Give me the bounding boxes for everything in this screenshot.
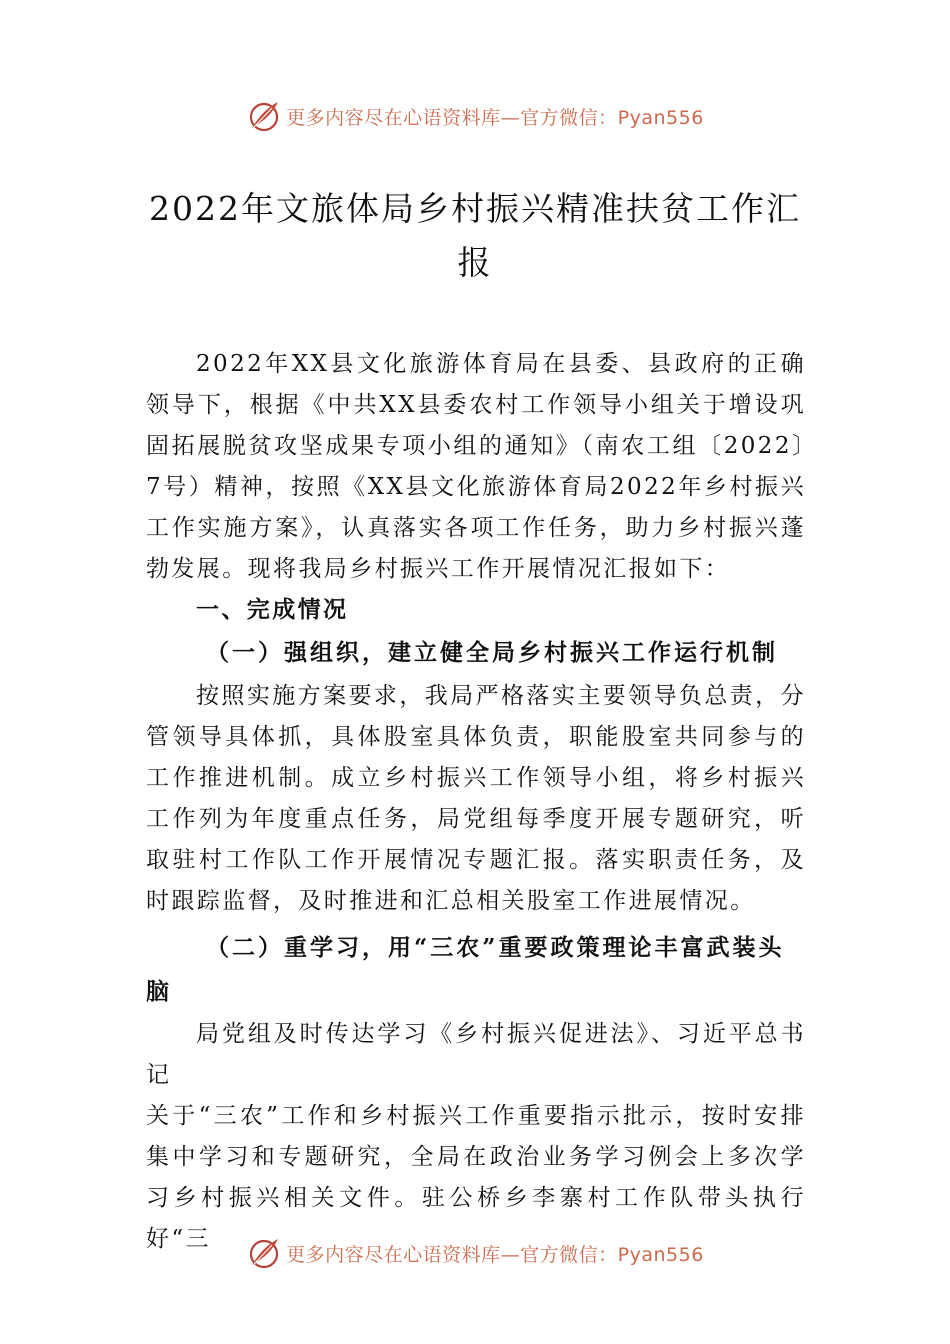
intro-paragraph: 2022年XX县文化旅游体育局在县委、县政府的正确领导下，根据《中共XX县委农村工作领导小组关于增设巩固拓展脱贫攻坚成果专项小组的通知》（南农工组〔2022〕7号）精神，按照《XX县文化旅游体育局2022年乡村振兴工作实施方案》，认真落实各项工作任务，助力乡村振兴蓬勃发展。现将我局乡村振兴工作开展情况汇报如下： xyxy=(146,351,806,582)
subsection-paragraph: 按照实施方案要求，我局严格落实主要领导负总责，分管领导具体抓，具体股室具体负责，职能股室共同参与的工作推进机制。成立乡村振兴工作领导小组，将乡村振兴工作列为年度重点任务，局党组每季度开展专题研究，听取驻村工作队工作开展情况专题汇报。落实职责任务，及时跟踪监督，及时推进和汇总相关股室工作进展情况。 xyxy=(146,683,806,914)
subsection-heading-2: （二）重学习，用“三农”重要政策理论丰富武装头 xyxy=(206,934,785,961)
banner-text xyxy=(286,1240,704,1267)
feather-pen-circle-icon xyxy=(246,98,282,134)
subsection-paragraph-2-line1: 局党组及时传达学习《乡村振兴促进法》、习近平总书记 xyxy=(146,1021,806,1088)
subsection-heading: （一）强组织，建立健全局乡村振兴工作运行机制 xyxy=(206,639,778,666)
subsection-heading-2-tail: 脑 xyxy=(146,978,172,1005)
footer-watermark-banner xyxy=(0,1233,950,1273)
section-heading: 一、完成情况 xyxy=(196,597,349,623)
feather-pen-circle-icon xyxy=(246,1235,282,1271)
subsection-paragraph-2: 关于“三农”工作和乡村振兴工作重要指示批示，按时安排集中学习和专题研究，全局在政治业务学习例会上多次学习乡村振兴相关文件。驻公桥乡李寨村工作队带头执行好“三 xyxy=(146,1103,806,1252)
title-line-1: 2022年文旅体局乡村振兴精准扶贫工作汇 xyxy=(149,189,801,228)
banner-wechat-id: Pyan556 xyxy=(617,1243,704,1266)
banner-wechat-id: Pyan556 xyxy=(617,106,704,129)
banner-text xyxy=(286,103,704,130)
title-line-2: 报 xyxy=(457,243,493,282)
header-watermark-banner xyxy=(0,96,950,136)
banner-label: 更多内容尽在心语资料库—官方微信： xyxy=(286,1243,618,1266)
banner-label: 更多内容尽在心语资料库—官方微信： xyxy=(286,106,618,129)
document-body xyxy=(146,344,806,1260)
document-title xyxy=(100,182,850,290)
